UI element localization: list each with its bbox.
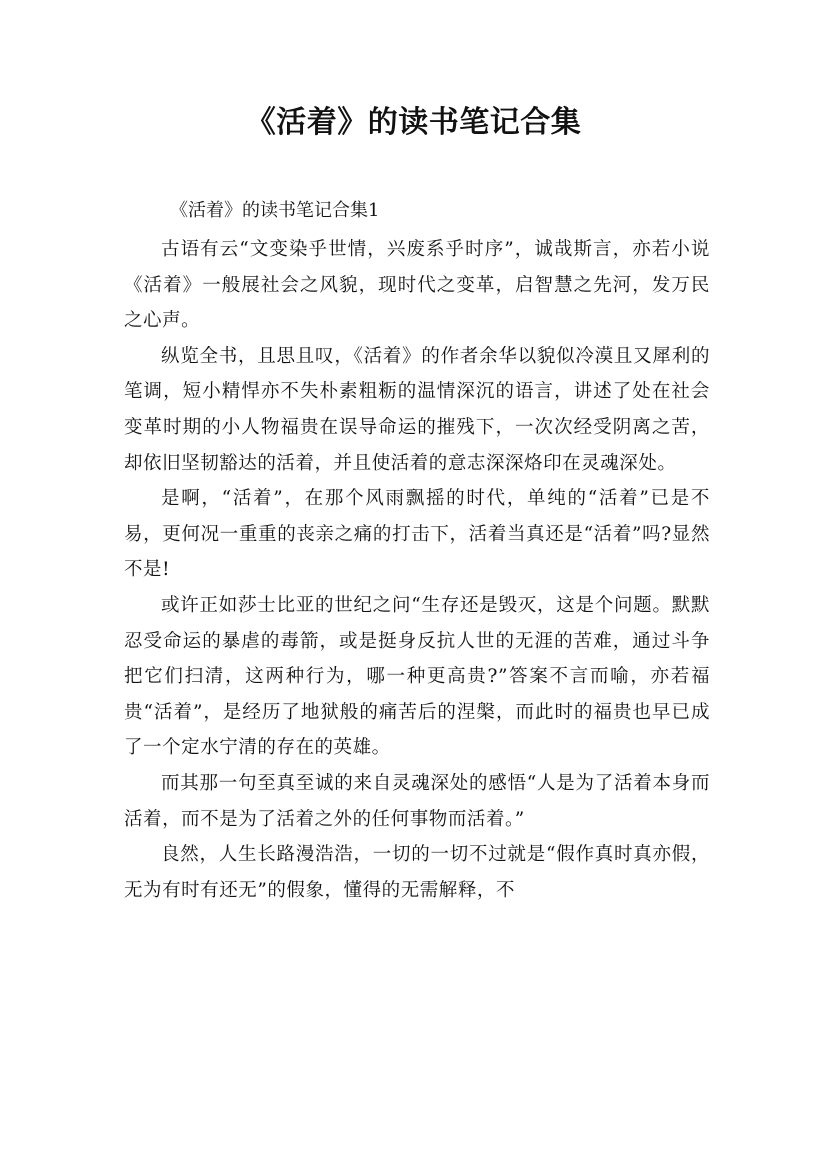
paragraph: 纵览全书，且思且叹，《活着》的作者余华以貌似冷漠且又犀利的笔调，短小精悍亦不失朴素粗粝的温情深沉的语言，讲述了处在社会变革时期的小人物福贵在误导命运的摧残下，一次次经受阴离之苦，却依旧坚韧豁达的活着，并且使活着的意志深深烙印在灵魂深处。	[124, 345, 710, 474]
document-title: 《活着》的读书笔记合集	[245, 105, 582, 140]
paragraph: 而其那一句至真至诚的来自灵魂深处的感悟“人是为了活着本身而活着，而不是为了活着之外的任何事物而活着。”	[124, 772, 710, 830]
document-body	[124, 232, 710, 908]
section-heading: 《活着》的读书笔记合集1	[170, 200, 380, 221]
paragraph: 古语有云“文变染乎世情，兴废系乎时序”，诚哉斯言，亦若小说《活着》一般展社会之风貌，现时代之变革，启智慧之先河，发万民之心声。	[124, 239, 710, 332]
paragraph: 良然，人生长路漫浩浩，一切的一切不过就是“假作真时真亦假，无为有时有还无”的假象，懂得的无需解释，不	[124, 844, 710, 901]
paragraph: 是啊，“活着”，在那个风雨飘摇的时代，单纯的“活着”已是不易，更何况一重重的丧亲之痛的打击下，活着当真还是“活着”吗?显然不是!	[124, 488, 710, 581]
paragraph: 或许正如莎士比亚的世纪之问“生存还是毁灭，这是个问题。默默忍受命运的暴虐的毒箭，或是挺身反抗人世的无涯的苦难，通过斗争把它们扫清，这两种行为，哪一种更高贵?”答案不言而喻，亦若福贵“活着”，是经历了地狱般的痛苦后的涅槃，而此时的福贵也早已成了一个定水宁清的存在的英雄。	[124, 594, 710, 759]
